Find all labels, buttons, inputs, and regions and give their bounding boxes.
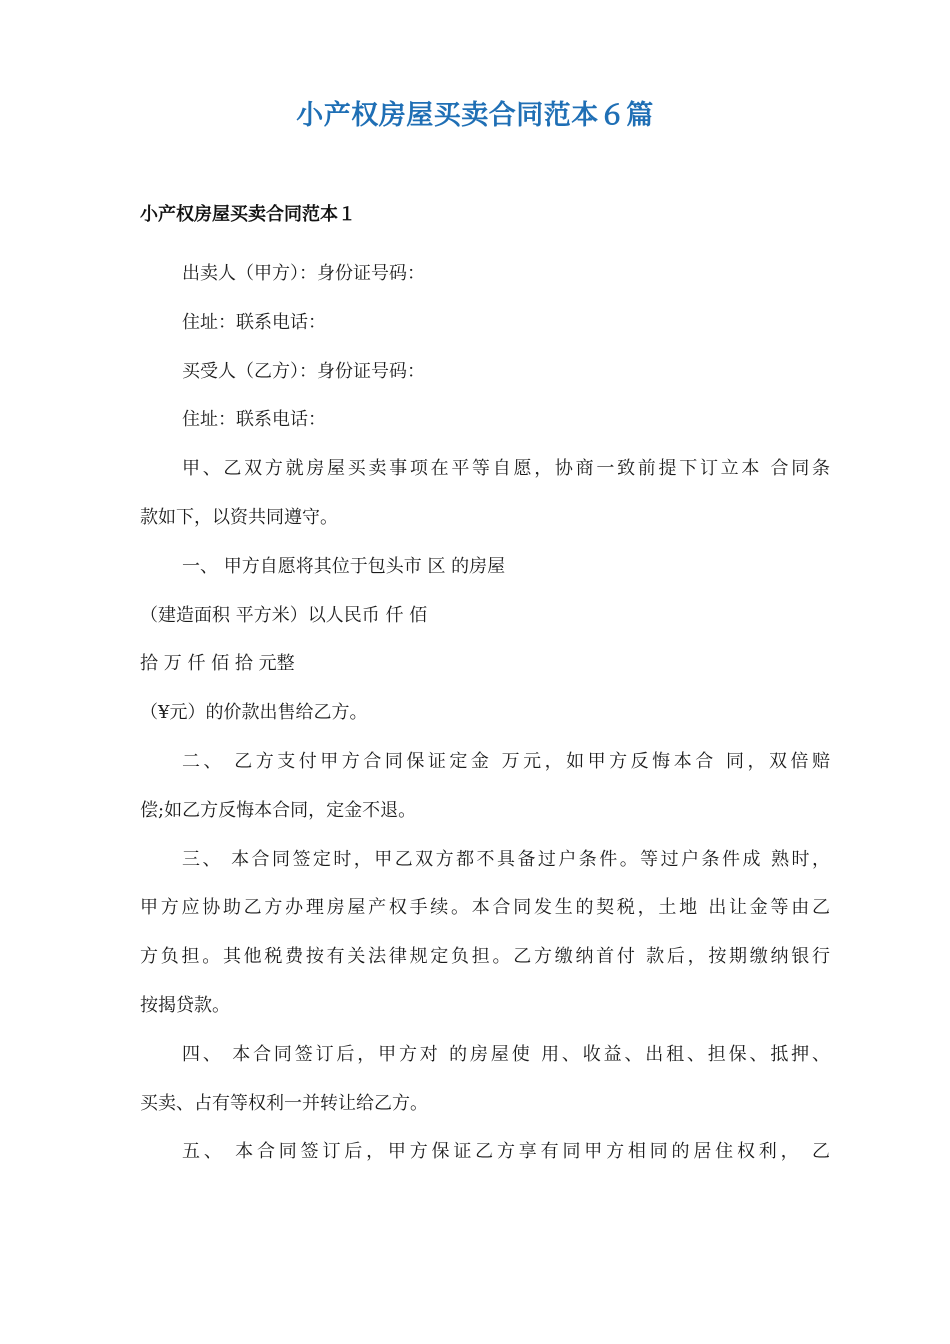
buyer-address-line: 住址：联系电话： — [182, 409, 326, 431]
clause-3-line-1: 三、 本合同签定时，甲乙双方都不具备过户条件。等过户条件成 熟时， — [182, 848, 830, 870]
clause-1-line-2: （建造面积 平方米）以人民币 仟 佰 — [140, 604, 428, 626]
clause-1-line-1: 一、 甲方自愿将其位于包头市 区 的房屋 — [182, 555, 506, 577]
clause-3-line-2: 甲方应协助乙方办理房屋产权手续。本合同发生的契税，土地 出让金等由乙 — [140, 897, 830, 919]
clause-1-line-4: （¥元）的价款出售给乙方。 — [140, 702, 368, 724]
buyer-line: 买受人（乙方）：身份证号码： — [182, 360, 425, 382]
clause-3-line-4: 按揭贷款。 — [140, 994, 230, 1016]
clause-4-line-1: 四、 本合同签订后，甲方对 的房屋使 用、收益、出租、担保、抵押、 — [182, 1043, 830, 1065]
clause-2-line-2: 偿;如乙方反悔本合同，定金不退。 — [140, 799, 417, 821]
section-heading: 小产权房屋买卖合同范本１ — [140, 204, 356, 225]
intro-line-2: 款如下，以资共同遵守。 — [140, 506, 338, 528]
intro-line-1: 甲、乙双方就房屋买卖事项在平等自愿，协商一致前提下订立本 合同条 — [182, 458, 830, 480]
clause-3-line-3: 方负担。其他税费按有关法律规定负担。乙方缴纳首付 款后，按期缴纳银行 — [140, 946, 830, 968]
seller-line: 出卖人（甲方）：身份证号码： — [182, 263, 425, 284]
contract-body — [140, 250, 830, 1177]
seller-address-line: 住址：联系电话： — [182, 311, 326, 333]
clause-2-line-1: 二、 乙方支付甲方合同保证定金 万元，如甲方反悔本合 同，双倍赔 — [182, 750, 830, 772]
clause-4-line-2: 买卖、占有等权利一并转让给乙方。 — [140, 1092, 428, 1114]
clause-1-line-3: 拾 万 仟 佰 拾 元整 — [140, 653, 295, 675]
document-title: 小产权房屋买卖合同范本６篇 — [296, 100, 654, 131]
clause-5-line-1: 五、 本合同签订后，甲方保证乙方享有同甲方相同的居住权利， 乙 — [182, 1141, 830, 1163]
